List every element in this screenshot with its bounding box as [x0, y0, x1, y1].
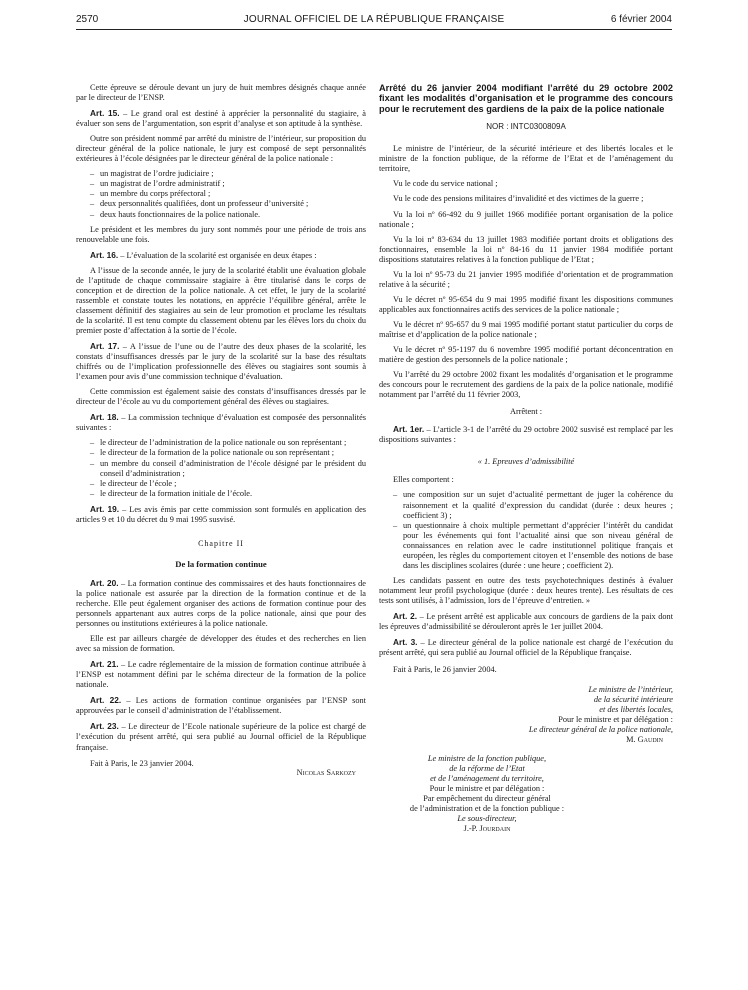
vu-clause: Vu l’arrêté du 29 octobre 2002 fixant les modalités d’organisation et le programme des concours pour le recrutement des gardiens de la paix de la police nationale, modifié notamment par l’arrêté du 11 février 2003,: [379, 370, 673, 400]
signature-line: Par empêchement du directeur général: [423, 793, 551, 803]
signature-line: Le sous-directeur,: [457, 813, 517, 823]
article-text: – A l’issue de l’une ou de l’autre des deux phases de la scolarité, les constats d’insuffisances dressés par le jury de la scolarité sur la base des résultats chiffrés ou de l’implication professionnelle des élèves ou stagiaires sont soumis à l’examen pour avis d’une commission technique d’évaluation.: [76, 342, 366, 382]
article-label: Art. 20.: [90, 577, 119, 588]
article-label: Art. 23.: [90, 721, 119, 732]
article-22: [76, 695, 366, 716]
vu-clause: Vu le décret nº 95-657 du 9 mai 1995 modifié portant statut particulier du corps de maîtrise et d’application de la police nationale ;: [379, 319, 673, 339]
jury-term: Le président et les membres du jury sont nommés pour une période de trois ans renouvelable une fois.: [76, 224, 366, 244]
signature-line: de la réforme de l’Etat: [449, 763, 525, 773]
vu-clause: Vu le décret nº 95-654 du 9 mai 1995 modifié fixant les dispositions communes applicables aux fonctionnaires actifs des services de la police nationale ;: [379, 294, 673, 314]
signature-line: et de l’aménagement du territoire,: [430, 773, 544, 783]
article-label: Art. 19.: [90, 503, 120, 514]
signature-line: Le directeur général de la police nationale,: [528, 725, 673, 735]
tests-paragraph: Les candidats passent en outre des tests psychotechniques destinés à évaluer notamment leur profil psychologique (durée : deux heures trente). Les résultats de ces tests sont utilisés, à l’admission, lors de l’épreuve d’entretien. »: [379, 575, 673, 605]
place-date: Fait à Paris, le 26 janvier 2004.: [393, 665, 497, 675]
article-1: [379, 424, 673, 445]
right-column: [379, 83, 673, 834]
article-20: [76, 578, 366, 629]
journal-title: JOURNAL OFFICIEL DE LA RÉPUBLIQUE FRANÇAISE: [243, 14, 505, 25]
left-column: [76, 83, 366, 777]
signature-line: et des libertés locales,: [599, 705, 673, 715]
article-17: [76, 341, 366, 382]
list-item: – un membre du corps préfectoral ;: [90, 189, 366, 199]
decree-title: Arrêté du 26 janvier 2004 modifiant l’arrêté du 29 octobre 2002 fixant les modalités d’organisation et le programme des concours pour le recrutement des gardiens de la paix de la police nationale: [379, 83, 673, 114]
list-item: – le directeur de la formation initiale de l’école.: [90, 489, 366, 499]
commission-list: [76, 438, 366, 498]
article-label: Art. 21.: [90, 659, 119, 670]
list-item: – deux personnalités qualifiées, dont un professeur d’université ;: [90, 199, 366, 209]
signature-line: de la sécurité intérieure: [593, 695, 673, 705]
page-header: [76, 14, 672, 28]
article-label: Art. 1er.: [393, 424, 425, 435]
list-item: – un questionnaire à choix multiple permettant d’apprécier l’intérêt du candidat pour les événements qui font l’actualité ainsi que son niveau général de connaissances en relation avec le cadre institutionnel politique français et européen, les règles du comportement citoyen et l’ensemble des notions de base dans les disciplines scolaires (durée : une heure ; coefficient 2).: [393, 521, 673, 571]
preamble: Le ministre de l’intérieur, de la sécurité intérieure et des libertés locales et le ministre de la fonction publique, de la réforme de l’Etat et de l’aménagement du territoire,: [379, 144, 673, 174]
article-label: Art. 15.: [90, 108, 120, 119]
signatory-name: J.-P. Jourdain: [463, 823, 511, 833]
article-3: [379, 637, 673, 658]
jury-composition: Outre son président nommé par arrêté du ministre de l’intérieur, sur proposition du directeur général de la police nationale, le jury est composé de sept personnalités extérieures à l’école désignées par le directeur général de la police nationale :: [76, 134, 366, 164]
place-date: Fait à Paris, le 23 janvier 2004.: [90, 758, 194, 768]
vu-clause: Vu le code des pensions militaires d’invalidité et des victimes de la guerre ;: [393, 194, 644, 204]
article-text: – L’article 3-1 de l’arrêté du 29 octobre 2002 susvisé est remplacé par les dispositions suivantes :: [379, 425, 673, 445]
page-number: 2570: [76, 14, 99, 25]
article-label: Art. 2.: [393, 611, 418, 621]
list-item: – le directeur de la formation de la police nationale ou son représentant ;: [90, 448, 366, 458]
article-18: [76, 412, 366, 433]
intro-paragraph: Cette épreuve se déroule devant un jury de huit membres désignés chaque année par le directeur de l’ENSP.: [76, 83, 366, 103]
epreuves-intro: Elles comportent :: [393, 475, 454, 485]
vu-clause: Vu la loi nº 83-634 du 13 juillet 1983 modifiée portant droits et obligations des fonctionnaires, ensemble la loi nº 84-16 du 11 janvier 1984 modifiée portant dispositions statutaires relatives à la fonction publique de l’Etat ;: [379, 234, 673, 264]
article-label: Art. 3.: [393, 637, 418, 648]
article-text: – Le présent arrêté est applicable aux concours de gardiens de la paix dont les épreuves d’admissibilité se dérouleront après le 1er juillet 2004.: [379, 612, 673, 632]
article-20-body: Elle est par ailleurs chargée de développer des études et des recherches en lien avec sa mission de formation.: [76, 634, 366, 654]
epreuves-list: [379, 490, 673, 570]
vu-clause: Vu la loi nº 95-73 du 21 janvier 1995 modifiée d’orientation et de programmation relative à la sécurité ;: [379, 269, 673, 289]
signatory-name: M. Gaudin: [626, 735, 663, 745]
article-text: – Le directeur général de la police nationale est chargé de l’exécution du présent arrêté, qui sera publié au Journal officiel de la République française.: [379, 638, 673, 658]
section-title: De la formation continue: [175, 558, 267, 569]
arretent-heading: Arrêtent :: [509, 407, 543, 417]
article-19: [76, 504, 366, 525]
signature-block-interior: [379, 685, 673, 745]
header-rule: [76, 29, 672, 30]
article-text: – La formation continue des commissaires et des hauts fonctionnaires de la police nationale est assurée par la direction de la formation continue et de la recherche. Elle peut également organiser des actions de formation continue pour des personnels appartenant aux autres corps de la police nationale, ainsi que pour des personnes ou institutions extérieures à la police nationale.: [76, 578, 366, 629]
article-16: [76, 250, 366, 261]
list-item: – le directeur de l’école ;: [90, 479, 366, 489]
article-text: – Les avis émis par cette commission sont formulés en application des articles 9 et 10 du décret du 9 mai 1995 susvisé.: [76, 504, 366, 524]
vu-clause: Vu le décret nº 95-1197 du 6 novembre 1995 modifié portant déconcentration en matière de gestion des personnels de la police nationale ;: [379, 345, 673, 365]
issue-date: 6 février 2004: [610, 14, 672, 25]
article-text: – La commission technique d’évaluation est composée des personnalités suivantes :: [76, 413, 366, 433]
signature-line: Le ministre de la fonction publique,: [427, 753, 547, 763]
article-text: – Le cadre réglementaire de la mission de formation continue attribuée à l’ENSP est notamment défini par le schéma directeur de la formation de la police nationale.: [76, 660, 366, 690]
article-16-body: A l’issue de la seconde année, le jury de la scolarité établit une évaluation globale de l’aptitude de chaque commissaire stagiaire à être titularisé dans le corps de conception et de direction de la police nationale. A cet effet, le jury de la scolarité rassemble et constate toutes les notations, en apprécie l’équilibre général, arrête le classement définitif des stagiaires au sein de leur promotion et proclame les résultats de la scolarité. Il est tenu compte du classement obtenu par les élèves lors du choix du premier poste d’affectation à la sortie de l’école.: [76, 265, 366, 335]
article-label: Art. 17.: [90, 341, 120, 352]
list-item: – un magistrat de l’ordre administratif ;: [90, 179, 366, 189]
list-item: – un membre du conseil d’administration de l’école désigné par le président du conseil d’administration ;: [90, 459, 366, 479]
jury-list: [76, 169, 366, 219]
epreuves-heading: « 1. Epreuves d’admissibilité: [477, 457, 575, 467]
article-label: Art. 22.: [90, 695, 122, 706]
article-21: [76, 659, 366, 690]
article-label: Art. 16.: [90, 249, 119, 260]
vu-clause: Vu la loi nº 66-492 du 9 juillet 1966 modifiée portant organisation de la police nationale ;: [379, 209, 673, 229]
left-signature-block: [76, 758, 366, 777]
list-item: – le directeur de l’administration de la police nationale ou son représentant ;: [90, 438, 366, 448]
article-17-body: Cette commission est également saisie des constats d’insuffisances dressés par le directeur de l’école au vu du comportement général des élèves ou stagiaires.: [76, 387, 366, 407]
chapter-heading: Chapitre II: [198, 538, 244, 548]
vu-clause: Vu le code du service national ;: [393, 179, 498, 189]
nor-reference: NOR : INTC0300809A: [486, 122, 566, 132]
article-text: – Le directeur de l’Ecole nationale supérieure de la police est chargé de l’exécution du présent arrêté, qui sera publié au Journal officiel de la République française.: [76, 722, 366, 752]
list-item: – un magistrat de l’ordre judiciaire ;: [90, 169, 366, 179]
article-text: – Les actions de formation continue organisées par l’ENSP sont approuvées par le conseil d’administration de l’établissement.: [76, 696, 366, 716]
article-15: [76, 108, 366, 129]
signature-line: Pour le ministre et par délégation :: [429, 783, 545, 793]
signature-block-fonction-publique: [379, 754, 673, 834]
signature-line: de l’administration et de la fonction publique :: [409, 803, 565, 813]
signature-line: Pour le ministre et par délégation :: [558, 715, 673, 725]
article-23: [76, 721, 366, 752]
article-text: – L’évaluation de la scolarité est organisée en deux étapes :: [118, 250, 317, 260]
article-2: [379, 611, 673, 632]
signature-line: Le ministre de l’intérieur,: [588, 685, 673, 695]
article-text: – Le grand oral est destiné à apprécier la personnalité du stagiaire, à évaluer son sens de l’argumentation, son esprit d’analyse et son aptitude à la synthèse.: [76, 109, 366, 129]
article-label: Art. 18.: [90, 412, 119, 423]
list-item: – deux hauts fonctionnaires de la police nationale.: [90, 210, 366, 220]
list-item: – une composition sur un sujet d’actualité permettant de juger la cohérence du raisonnement et la qualité d’expression du candidat (durée : deux heures ; coefficient 3) ;: [393, 490, 673, 520]
signatory-name: Nicolas Sarkozy: [296, 767, 356, 777]
